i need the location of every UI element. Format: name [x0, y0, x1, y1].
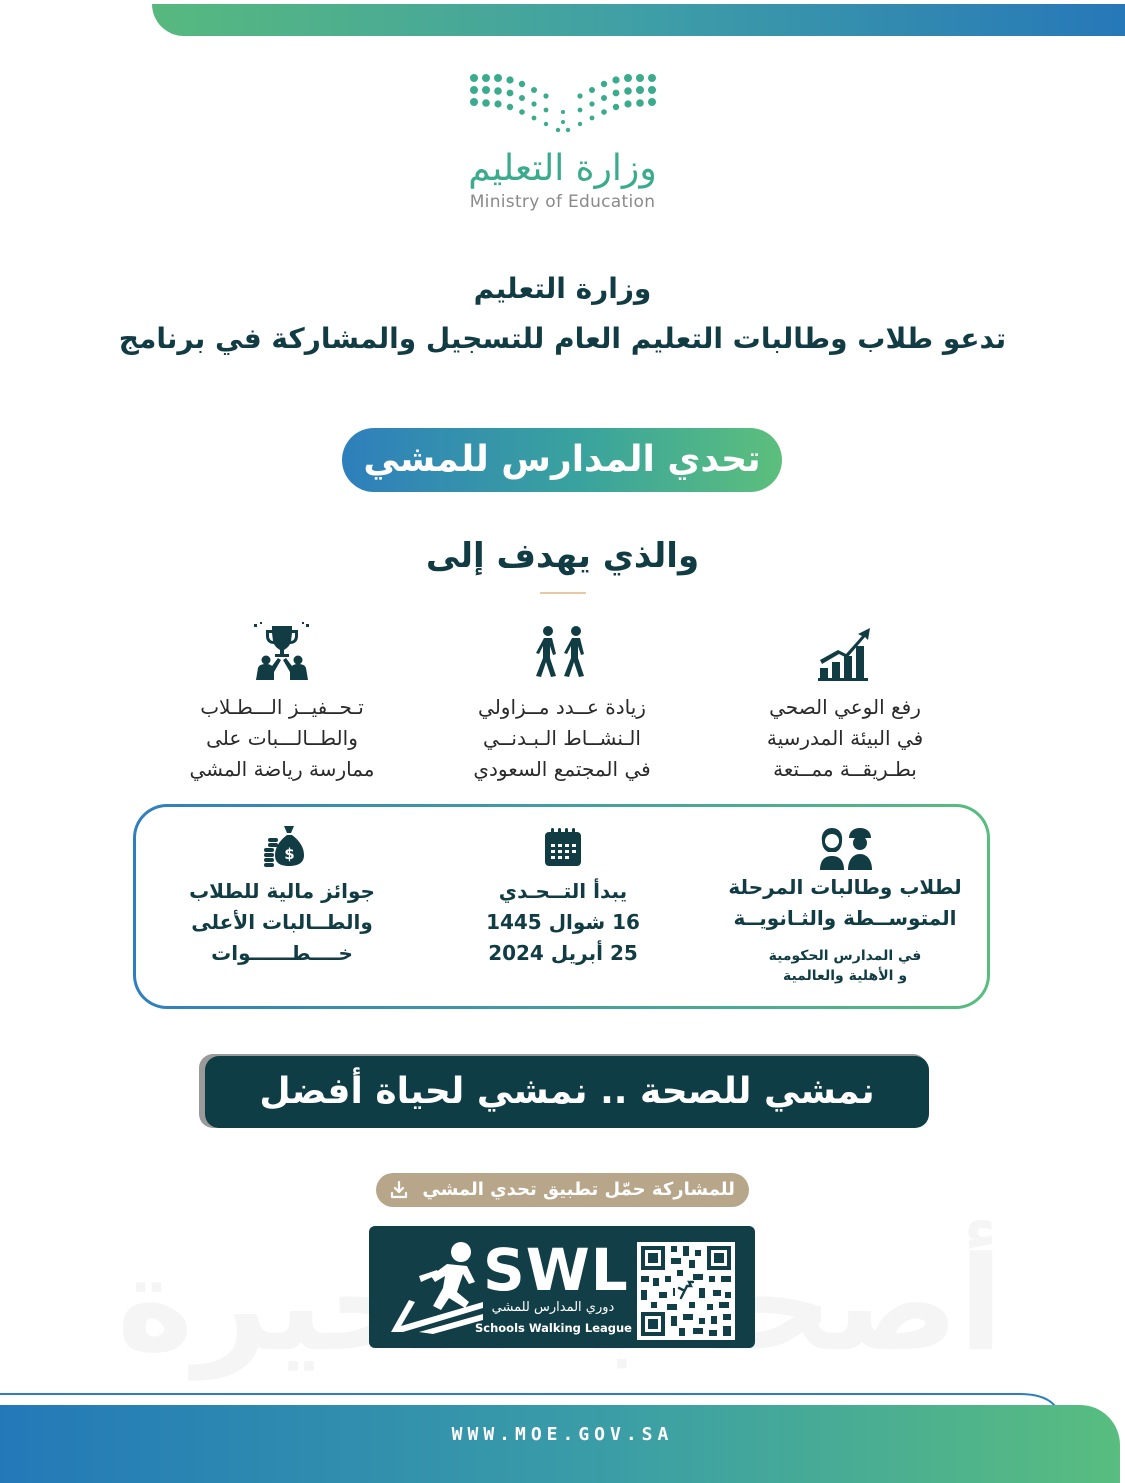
info-audience-schools: في المدارس الحكومية و الأهلية والعالمية: [768, 948, 922, 984]
logo-name-english: Ministry of Education: [469, 192, 656, 212]
logo-name-arabic: وزارة التعليم: [468, 148, 657, 189]
aim-health-awareness: رفع الوعي الصحي في البيئة المدرسية بطـريقــة ممــتعة: [766, 695, 924, 781]
heading-invitation: تدعو طلاب وطالبات التعليم العام للتسجيل والمشاركة في برنامج: [118, 322, 1007, 355]
money-bag-icon: [262, 824, 306, 868]
app-name-arabic: دوري المدارس للمشي: [491, 1300, 615, 1315]
ministry-logo-dots-icon: [468, 72, 658, 138]
aims-divider: [540, 592, 586, 594]
app-name-english: Schools Walking League: [475, 1321, 632, 1335]
qr-code-icon[interactable]: [637, 1242, 735, 1340]
download-icon: [390, 1181, 408, 1199]
program-title-pill: تحدي المدارس للمشي: [342, 428, 782, 492]
app-banner[interactable]: [369, 1226, 755, 1348]
download-app-button[interactable]: [376, 1173, 749, 1207]
students-icon: [818, 826, 874, 870]
calendar-icon: [541, 826, 585, 870]
top-gradient-bar: [152, 4, 1125, 36]
footer-url-link[interactable]: WWW.MOE.GOV.SA: [451, 1424, 674, 1445]
app-brand: SWL: [483, 1236, 629, 1304]
download-label: للمشاركة حمّل تطبيق تحدي المشي: [422, 1179, 735, 1200]
aim-physical-activity: زيادة عــدد مــزاولي الـنشــاط الـبـدنــي في المجتمع السعودي: [473, 695, 651, 781]
growth-chart-icon: [814, 624, 874, 684]
walking-people-icon: [532, 624, 592, 684]
info-start-date: يبدأ التــحـدي 16 شوال 1445 25 أبريل 2024: [486, 879, 640, 965]
info-audience: لطلاب وطالبات المرحلة المتوســطة والثـانويــة: [728, 875, 962, 930]
slogan-banner: نمشي للصحة .. نمشي لحياة أفضل: [205, 1056, 929, 1128]
aim-motivate-students: تـحــفيــز الـــطـلاب والطــالـــبات على ممارسة رياضة المشي: [189, 695, 375, 781]
trophy-icon: [252, 622, 312, 682]
heading-ministry: وزارة التعليم: [473, 272, 652, 305]
aims-heading: والذي يهدف إلى: [425, 536, 700, 576]
info-prizes: جوائز مالية للطلاب والطــالبات الأعلى خــــطــــــوات: [189, 879, 375, 965]
runner-logo-icon: [389, 1240, 485, 1334]
svg-text:$: $: [284, 845, 295, 863]
